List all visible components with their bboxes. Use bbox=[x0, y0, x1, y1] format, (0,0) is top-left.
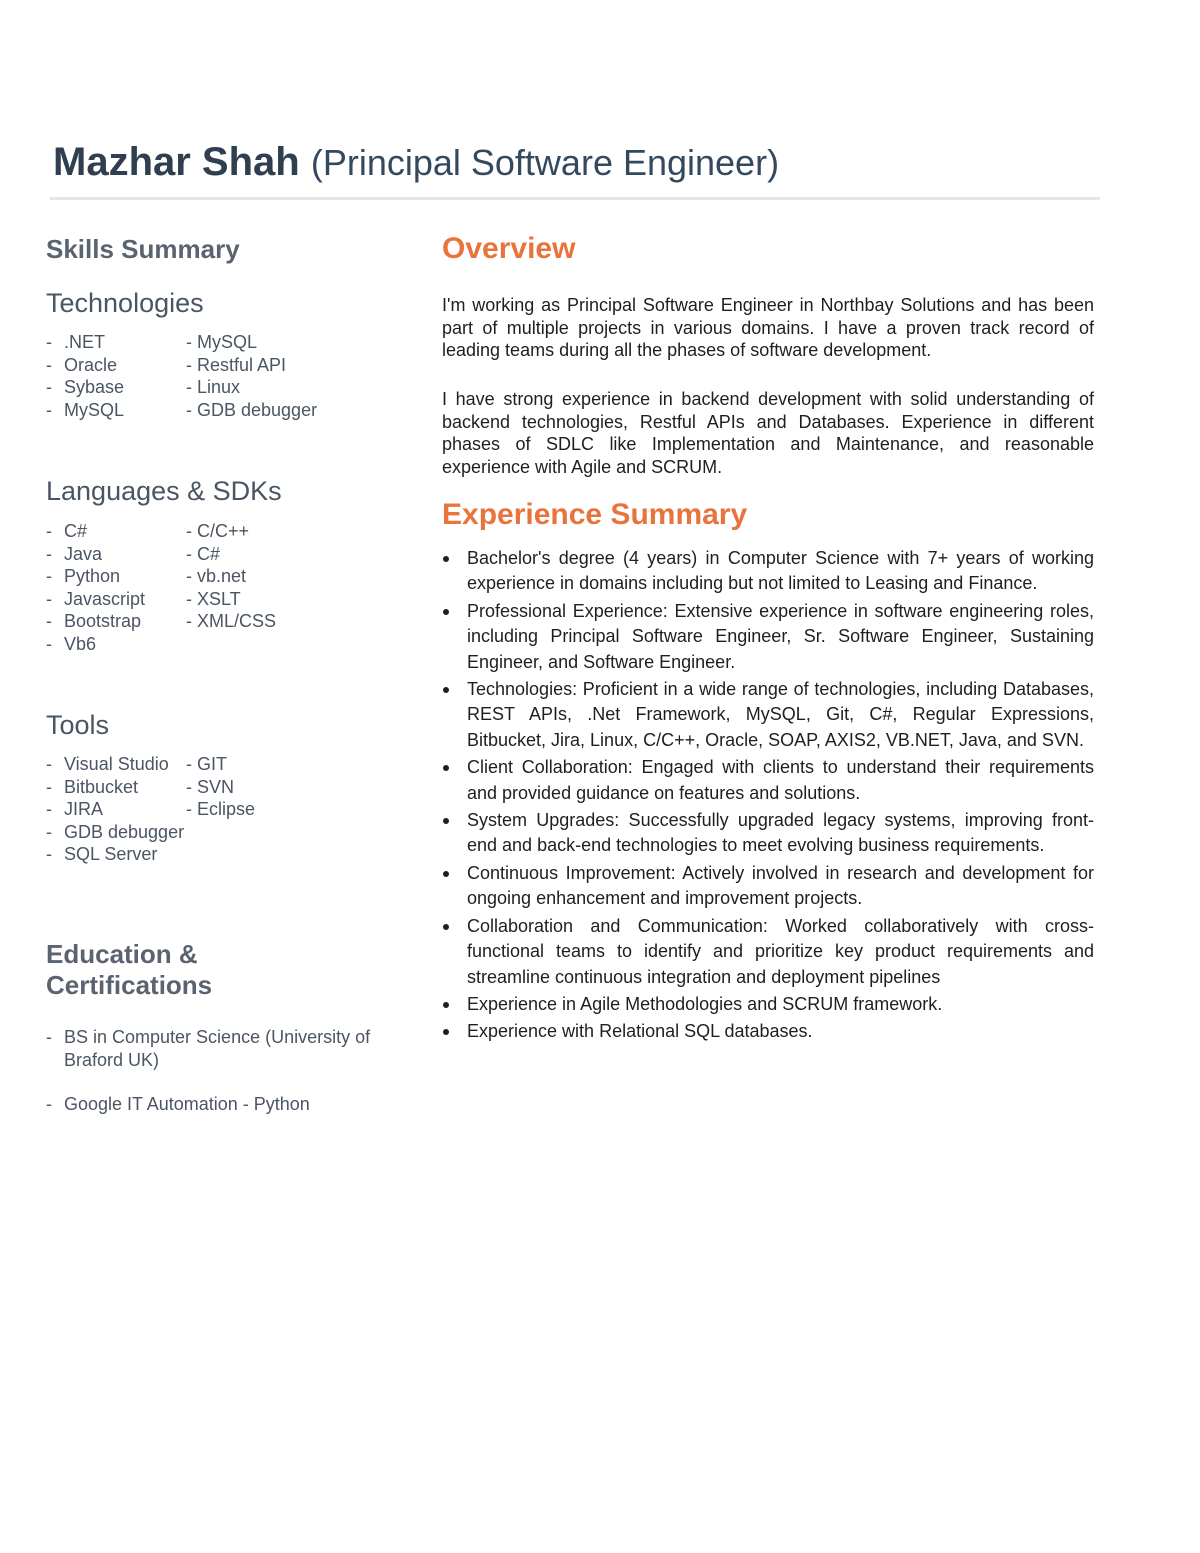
tools-item-label-secondary: - GIT bbox=[186, 754, 227, 774]
tools-item bbox=[46, 843, 186, 866]
languages-item bbox=[46, 610, 186, 633]
dash-bullet: - bbox=[46, 754, 52, 774]
tools-item-label: Bitbucket bbox=[64, 776, 139, 797]
languages-item-label-secondary: - vb.net bbox=[186, 566, 247, 587]
overview-heading: Overview bbox=[442, 232, 576, 265]
education-heading bbox=[46, 939, 212, 1001]
education-list bbox=[46, 1026, 386, 1138]
dash-bullet: - bbox=[46, 844, 52, 865]
overview-paragraph-1: I'm working as Principal Software Engineer in Northbay Solutions and has been part of multiple projects in various domains. I have a proven track record of leading teams during all the phases of software development. bbox=[442, 295, 1094, 361]
languages-row bbox=[46, 565, 396, 588]
technologies-row bbox=[46, 331, 396, 354]
languages-item-label-secondary: - XSLT bbox=[186, 588, 241, 609]
technologies-item-label-secondary: - GDB debugger bbox=[186, 399, 318, 420]
languages-item-label: Javascript bbox=[64, 588, 146, 609]
technologies-item-label: Sybase bbox=[64, 377, 125, 398]
languages-item-label-secondary: - C# bbox=[186, 543, 221, 564]
languages-item bbox=[46, 543, 186, 566]
dash-bullet: - bbox=[46, 1027, 52, 1047]
technologies-row bbox=[46, 376, 396, 399]
languages-item-label: Bootstrap bbox=[64, 611, 142, 632]
tools-item-label: Visual Studio bbox=[64, 754, 169, 774]
technologies-item-label-secondary: - Restful API bbox=[186, 354, 287, 375]
experience-summary-heading: Experience Summary bbox=[442, 498, 748, 531]
technologies-item bbox=[46, 376, 186, 399]
tools-item bbox=[46, 753, 186, 776]
languages-list bbox=[46, 520, 396, 656]
tools-row bbox=[46, 821, 396, 844]
bullet-dot-icon bbox=[442, 992, 467, 1017]
technologies-item-label: Oracle bbox=[64, 354, 118, 375]
overview-paragraph-2: I have strong experience in backend development with solid understanding of backend technologies, Restful APIs and Databases. Experience in different phases of SDLC like Implementation and Maintenance, and reasonable experience with Agile and SCRUM. bbox=[442, 389, 1094, 477]
skills-summary-heading: Skills Summary bbox=[46, 234, 240, 264]
tools-item-label: GDB debugger bbox=[64, 821, 185, 842]
languages-item bbox=[46, 588, 186, 611]
bullet-dot-icon bbox=[442, 546, 467, 597]
experience-item bbox=[442, 861, 1094, 912]
languages-heading: Languages & SDKs bbox=[46, 476, 282, 506]
resume-header bbox=[53, 140, 779, 185]
dash-bullet: - bbox=[46, 566, 52, 587]
experience-list bbox=[442, 546, 1094, 1047]
bullet-dot-icon bbox=[442, 914, 467, 990]
header-divider bbox=[50, 197, 1100, 200]
experience-item-text: Experience in Agile Methodologies and SCRUM framework. bbox=[467, 993, 943, 1014]
experience-item bbox=[442, 808, 1094, 859]
experience-item-text: System Upgrades: Successfully upgraded legacy systems, improving front-end and back-end technologies to meet evolving business requirements. bbox=[467, 810, 1094, 856]
tools-item-label-secondary: - Eclipse bbox=[186, 799, 256, 820]
technologies-item-label: MySQL bbox=[64, 399, 125, 420]
bullet-dot-icon bbox=[442, 861, 467, 912]
technologies-item bbox=[46, 354, 186, 377]
languages-item bbox=[46, 520, 186, 543]
bullet-dot-icon bbox=[442, 677, 467, 753]
tools-row bbox=[46, 753, 396, 776]
languages-item-label: Python bbox=[64, 566, 121, 587]
languages-row bbox=[46, 610, 396, 633]
tools-item bbox=[46, 776, 186, 799]
tools-row bbox=[46, 776, 396, 799]
experience-item-text: Professional Experience: Extensive experience in software engineering roles, including Principal Software Engineer, Sr. Software Engineer, Sustaining Engineer, and Software Engineer. bbox=[467, 600, 1094, 672]
dash-bullet: - bbox=[46, 543, 52, 564]
technologies-item bbox=[46, 399, 186, 422]
dash-bullet: - bbox=[46, 633, 52, 654]
languages-item bbox=[46, 565, 186, 588]
education-item-label: Google IT Automation - Python bbox=[64, 1094, 310, 1115]
tools-row bbox=[46, 798, 396, 821]
dash-bullet: - bbox=[46, 821, 52, 842]
experience-item bbox=[442, 677, 1094, 753]
technologies-row bbox=[46, 354, 396, 377]
education-item-label: BS in Computer Science (University of Braford UK) bbox=[64, 1027, 371, 1070]
languages-row bbox=[46, 588, 396, 611]
languages-row bbox=[46, 543, 396, 566]
languages-item-label-secondary: - XML/CSS bbox=[186, 611, 277, 632]
candidate-name: Mazhar Shah bbox=[53, 140, 300, 184]
languages-row bbox=[46, 633, 396, 656]
experience-item bbox=[442, 1019, 1094, 1044]
bullet-dot-icon bbox=[442, 808, 467, 859]
experience-item-text: Collaboration and Communication: Worked collaboratively with cross-functional teams to identify and prioritize key product requirements and streamline continuous integration and deployment pipelines bbox=[467, 915, 1094, 987]
technologies-list bbox=[46, 331, 396, 421]
experience-item-text: Bachelor's degree (4 years) in Computer Science with 7+ years of working experience in domains including but not limited to Leasing and Finance. bbox=[467, 548, 1094, 594]
dash-bullet: - bbox=[46, 377, 52, 398]
languages-item-label: Java bbox=[64, 543, 103, 564]
tools-row bbox=[46, 843, 396, 866]
experience-item-text: Technologies: Proficient in a wide range of technologies, including Databases, REST APIs, .Net Framework, MySQL, Git, C#, Regular Expressions, Bitbucket, Jira, Linux, C/C++, Oracle, SOAP, AXIS2, VB.NET, Java, and SVN. bbox=[467, 679, 1094, 750]
languages-row bbox=[46, 520, 396, 543]
technologies-item-label: .NET bbox=[64, 332, 106, 352]
languages-item bbox=[46, 633, 186, 656]
tools-item bbox=[46, 798, 186, 821]
experience-item-text: Continuous Improvement: Actively involved in research and development for ongoing enhancement and improvement projects. bbox=[467, 862, 1094, 909]
tools-list bbox=[46, 753, 396, 866]
languages-item-label: Vb6 bbox=[64, 633, 97, 654]
experience-item bbox=[442, 992, 1094, 1017]
experience-item-text: Experience with Relational SQL databases. bbox=[467, 1021, 813, 1042]
tools-item bbox=[46, 821, 186, 844]
technologies-row bbox=[46, 399, 396, 422]
experience-item bbox=[442, 755, 1094, 806]
dash-bullet: - bbox=[46, 776, 52, 797]
dash-bullet: - bbox=[46, 332, 52, 352]
dash-bullet: - bbox=[46, 799, 52, 820]
dash-bullet: - bbox=[46, 354, 52, 375]
languages-item-label: C# bbox=[64, 521, 88, 541]
dash-bullet: - bbox=[46, 611, 52, 632]
dash-bullet: - bbox=[46, 588, 52, 609]
education-heading-line1: Education & bbox=[46, 939, 198, 969]
experience-item-text: Client Collaboration: Engaged with clients to understand their requirements and provided guidance on features and solutions. bbox=[467, 757, 1094, 803]
bullet-dot-icon bbox=[442, 599, 467, 675]
technologies-item-label-secondary: - Linux bbox=[186, 377, 241, 398]
experience-item bbox=[442, 546, 1094, 597]
technologies-heading: Technologies bbox=[46, 288, 204, 318]
tools-item-label: JIRA bbox=[64, 799, 104, 820]
technologies-item bbox=[46, 331, 186, 354]
languages-item-label-secondary: - C/C++ bbox=[186, 521, 250, 541]
education-item bbox=[46, 1026, 386, 1071]
tools-item-label: SQL Server bbox=[64, 844, 158, 865]
experience-item bbox=[442, 599, 1094, 675]
education-heading-line2: Certifications bbox=[46, 970, 213, 1000]
tools-item-label-secondary: - SVN bbox=[186, 776, 235, 797]
bullet-dot-icon bbox=[442, 755, 467, 806]
dash-bullet: - bbox=[46, 1094, 52, 1115]
technologies-item-label-secondary: - MySQL bbox=[186, 332, 258, 352]
tools-heading: Tools bbox=[46, 710, 110, 740]
candidate-title: (Principal Software Engineer) bbox=[310, 142, 780, 183]
bullet-dot-icon bbox=[442, 1019, 467, 1044]
education-item bbox=[46, 1093, 386, 1116]
experience-item bbox=[442, 914, 1094, 990]
dash-bullet: - bbox=[46, 399, 52, 420]
dash-bullet: - bbox=[46, 521, 52, 541]
